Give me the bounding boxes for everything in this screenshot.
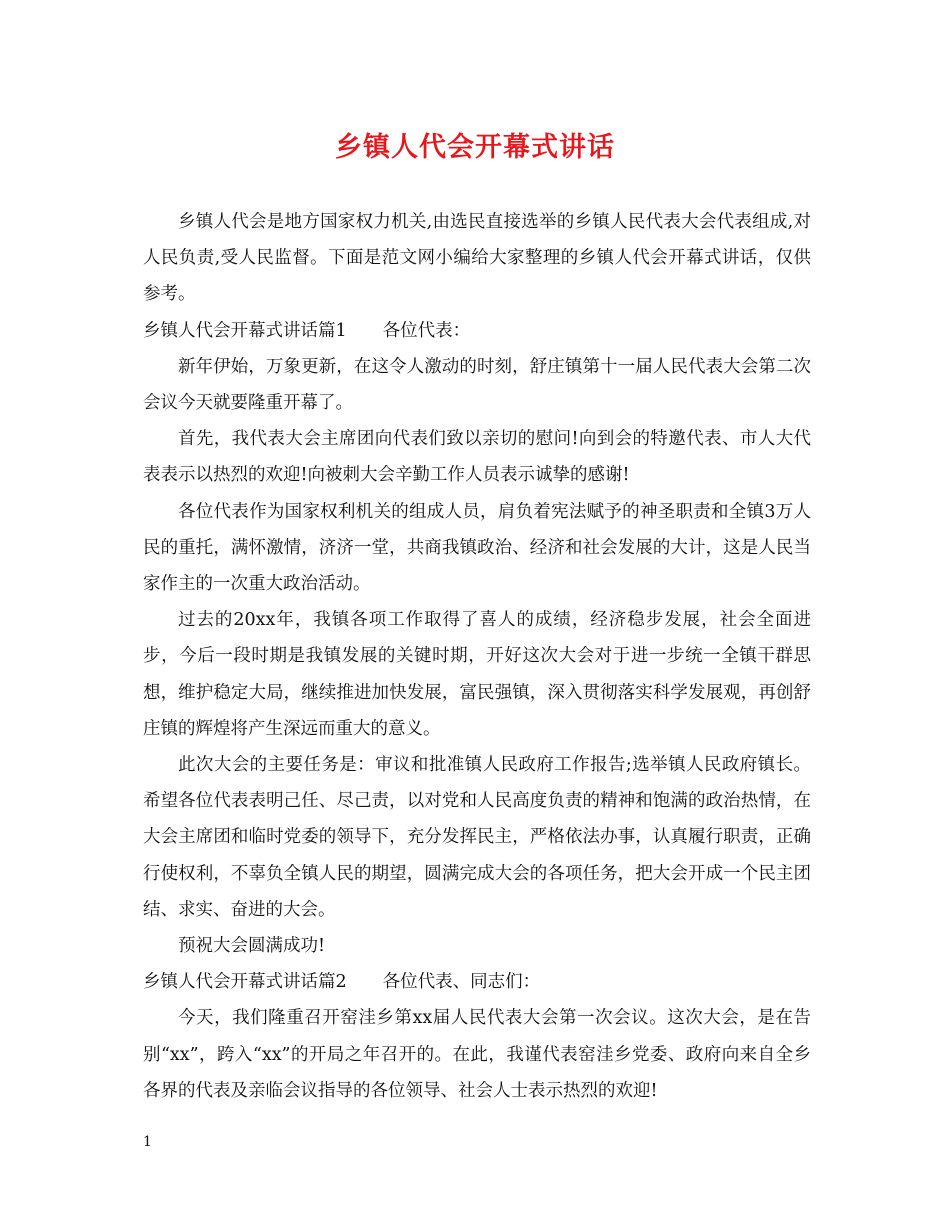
paragraph-3: 各位代表作为国家权利机关的组成人员，肩负着宪法赋予的神圣职责和全镇3万人民的重托，满怀激情，济济一堂，共商我镇政治、经济和社会发展的大计，这是人民当家作主的一次重大政治活动。 [143, 501, 811, 595]
paragraph-7: 今天，我们隆重召开窑洼乡第xx届人民代表大会第一次会议。这次大会，是在告别“xx”，跨入“xx”的开局之年召开的。在此，我谨代表窑洼乡党委、政府向来自全乡各界的代表及亲临会议指导的各位领导、社会人士表示热烈的欢迎! [143, 1008, 811, 1101]
section-heading-line-2 [143, 964, 811, 1000]
paragraph-5: 此次大会的主要任务是：审议和批准镇人民政府工作报告;选举镇人民政府镇长。 希望各位代表表明己任、尽己责，以对党和人民高度负责的精神和饱满的政治热情，在大会主席团和临时党委的领导下，充分发挥民主，严格依法办事，认真履行职责，正确行使权利，不辜负全镇人民的期望，圆满完成大会的各项任务，把大会开成一个民主团结、求实、奋进的大会。 [143, 755, 811, 920]
paragraph-4: 过去的20xx年，我镇各项工作取得了喜人的成绩，经济稳步发展，社会全面进步，今后一段时期是我镇发展的关键时期，开好这次大会对于进一步统一全镇干群思想，维护稳定大局，继续推进加快发展，富民强镇，深入贯彻落实科学发展观，再创舒庄镇的辉煌将产生深远而重大的意义。 [143, 610, 811, 739]
paragraph-6: 预祝大会圆满成功! [178, 936, 326, 957]
salutation-2: 各位代表、同志们： [382, 972, 541, 993]
salutation-1: 各位代表： [382, 320, 471, 341]
section-heading-2: 乡镇人代会开幕式讲话篇2 [143, 972, 347, 993]
section-heading-line-1 [143, 313, 811, 349]
document-body [143, 204, 811, 1109]
paragraph-1: 新年伊始，万象更新，在这令人激动的时刻，舒庄镇第十一届人民代表大会第二次会议今天就要隆重开幕了。 [143, 356, 811, 414]
paragraph-2: 首先，我代表大会主席团向代表们致以亲切的慰问!向到会的特邀代表、市人大代表表示以热烈的欢迎!向被刺大会辛勤工作人员表示诚挚的感谢! [143, 429, 811, 486]
section-heading-1: 乡镇人代会开幕式讲话篇1 [143, 320, 347, 341]
document-title: 乡镇人代会开幕式讲话 [335, 132, 615, 163]
page-number: 1 [143, 1134, 152, 1150]
intro-paragraph: 乡镇人代会是地方国家权力机关,由选民直接选举的乡镇人民代表大会代表组成,对人民负责,受人民监督。下面是范文网小编给大家整理的乡镇人代会开幕式讲话，仅供参考。 [143, 212, 811, 305]
